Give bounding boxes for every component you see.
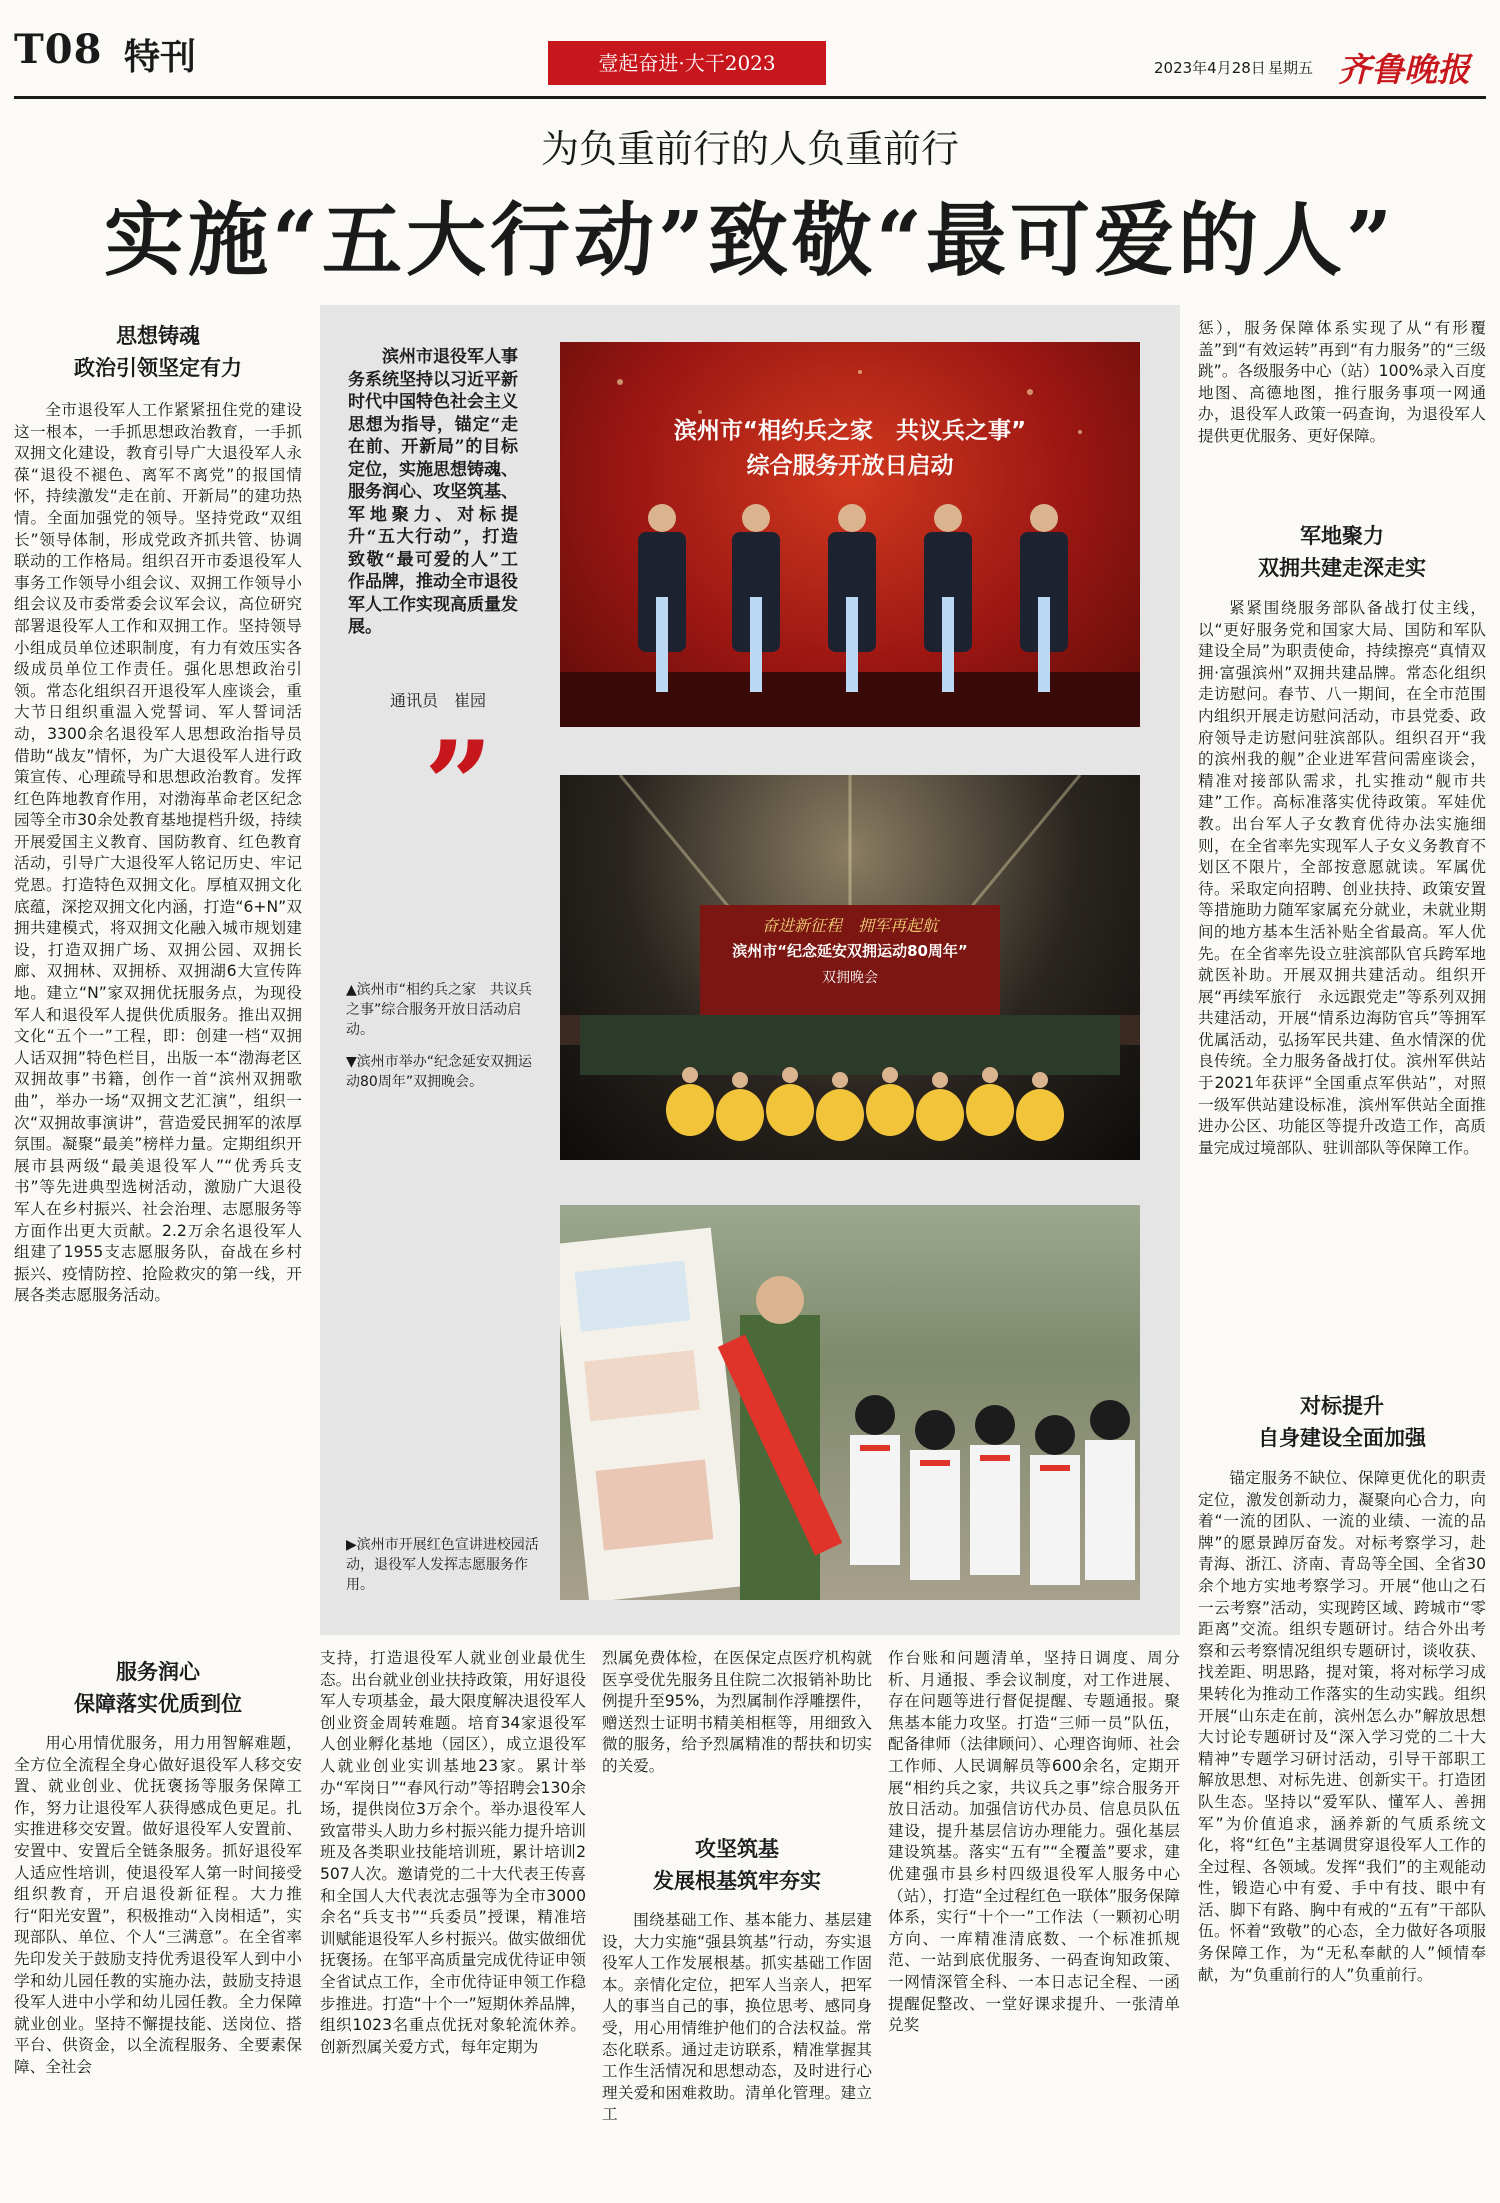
issue-weekday: 星期五 xyxy=(1268,59,1314,77)
section3-paragraph-b: 作台账和问题清单，坚持日调度、周分析、月通报、季会议制度，对工作进展、存在问题等进行督促提醒、专题通报。聚焦基本能力攻坚。打造“三师一员”队伍，配备律师（法律顾问）、心理咨询师、社会工作师、人民调解员等600余名，定期开展“相约兵之家，共议兵之事”综合服务开放日活动。加强信访代办员、信息员队伍建设，提升基层信访办理能力。强化基层建设筑基。落实“五有”“全覆盖”要求，建优建强市县乡村四级退役军人服务中心（站），打造“全过程红色一联体”服务保障体系，实行“十个一”工作法（一颗初心明方向、一库精准清底数、一个标准抓规范、一站到底优服务、一码查询知政策、一网情深管全科、一本日志记全程、一函提醒促整改、一堂好课求提升、一张清单兑奖 xyxy=(888,1649,1180,2035)
section3-paragraph-c: 惩），服务保障体系实现了从“有形覆盖”到“有效运转”再到“有力服务”的“三级跳”。各级服务中心（站）100%录入百度地图、高德地图，推行服务事项一网通办，退役军人政策一码查询，为退役军人提供更优服务、更好保障。 xyxy=(1198,319,1486,445)
newspaper-logo: 齐鲁晚报 xyxy=(1338,50,1470,89)
section1-title-line1: 思想铸魂 xyxy=(116,323,200,348)
section5-title-line1: 对标提升 xyxy=(1300,1393,1384,1418)
ceremony-figure-art xyxy=(560,342,1140,727)
lead-paragraph: 滨州市退役军人事务系统坚持以习近平新时代中国特色社会主义思想为指导，锚定“走在前、开新局”的目标定位，实施思想铸魂、服务润心、攻坚筑基、军地聚力、对标提升“五大行动”，打造致敬“最可爱的人”工作品牌，推动全市退役军人工作实现高质量发展。 xyxy=(348,347,518,637)
header-rule xyxy=(14,96,1486,99)
section2-body-b xyxy=(320,1648,586,2193)
section4-title-line2: 双拥共建走深走实 xyxy=(1258,555,1426,580)
photo2-main-text: 滨州市“纪念延安双拥运动80周年” xyxy=(732,942,968,960)
photo1-line1: 滨州市“相约兵之家 共议兵之事” xyxy=(673,418,1027,444)
photo2-sub-text: 双拥晚会 xyxy=(822,970,878,986)
section3-title-line1: 攻坚筑基 xyxy=(695,1836,779,1861)
section2-paragraph-b: 支持，打造退役军人就业创业最优生态。出台就业创业扶持政策，用好退役军人专项基金，最大限度解决退役军人创业资金周转难题。培育34家退役军人创业孵化基地（园区），成立退役军人就业创业实训基地23家。累计举办“军岗日”“春风行动”等招聘会130余场，提供岗位3万余个。举办退役军人致富带头人助力乡村振兴能力提升培训班及各类职业技能培训班，累计培训2507人次。邀请党的二十大代表王传喜和全国人大代表沈志强等为全市3000余名“兵支书”“兵委员”授课，精准培训赋能退役军人乡村振兴。做实做细优抚褒扬。在邹平高质量完成优待证申领全省试点工作，全市优待证申领工作稳步推进。打造“十个一”短期休养品牌，组织1023名重点优抚对象轮流休养。创新烈属关爱方式，每年定期为 xyxy=(320,1649,586,2056)
section5-body xyxy=(1198,1468,1486,2193)
section4-title xyxy=(1198,520,1486,584)
photo2-top-text: 奋进新征程 拥军再起航 xyxy=(761,916,938,935)
caption-launch: ▲滨州市“相约兵之家 共议兵之事”综合服务开放日活动启动。 xyxy=(346,982,533,1038)
section4-body xyxy=(1198,598,1486,1383)
section1-title-line2: 政治引领坚定有力 xyxy=(74,355,242,380)
section3-title xyxy=(602,1833,872,1897)
section-name: 特刊 xyxy=(124,36,197,78)
section3-title-line2: 发展根基筑牢夯实 xyxy=(653,1868,821,1893)
page-code: T08 xyxy=(14,26,103,73)
section5-paragraph: 锚定服务不缺位、保障更优化的职责定位，激发创新动力，凝聚向心合力，向着“一流的团队、一流的业绩、一流的品牌”的愿景踔厉奋发。对标考察学习，赴青海、浙江、济南、青岛等全国、全省30余个地方实地考察学习。开展“他山之石一云考察”活动，实现跨区域、跨城市“零距离”交流。组织专题研讨。结合外出考察和云考察情况组织专题研讨，谈收获、找差距、明思路，提对策，将对标学习成果转化为推动工作落实的生动实践。组织开展“山东走在前，滨州怎么办”解放思想大讨论专题研讨及“深入学习党的二十大精神”专题学习研讨活动，引导干部职工解放思想、对标先进、创新实干。打造团队生态。坚持以“爱军队、懂军人、善拥军”为价值追求，涵养新的气质系统文化，将“红色”主基调贯穿退役军人工作的全过程、各领域。发挥“我们”的主观能动性，锻造心中有爱、手中有技、眼中有活、脚下有路、胸中有戒的“五有”干部队伍。怀着“致敬”的心态，全力做好各项服务保障工作，为“无私奉献的人”倾情奉献，为“负重前行的人”负重前行。 xyxy=(1198,1469,1486,1984)
section1-body xyxy=(14,400,302,1646)
section1-paragraph: 全市退役军人工作紧紧扭住党的建设这一根本，一手抓思想政治教育，一手抓双拥文化建设，教育引导广大退役军人永葆“退役不褪色、离军不离党”的报国情怀，持续激发“走在前、开新局”的建功热情。全面加强党的领导。坚持党政“双组长”领导体制，形成党政齐抓共管、协调联动的工作格局。组织召开市委退役军人事务工作领导小组会议、双拥工作领导小组会议及市委常委会议军会议，高位研究部署退役军人工作和双拥工作。坚持领导小组成员单位述职制度，有力有效压实各级成员单位工作责任。强化思想政治引领。常态化组织召开退役军人座谈会，重大节日组织重温入党誓词、军人誓词活动，3300余名退役军人思想政治指导员借助“战友”情怀，为广大退役军人进行政策宣传、心理疏导和思想政治教育。发挥红色阵地教育作用，对渤海革命老区纪念园等全市30余处教育基地提档升级，持续开展爱国主义教育、国防教育、红色教育活动，引导广大退役军人铭记历史、牢记党恩。打造特色双拥文化。厚植双拥文化底蕴，深挖双拥文化内涵，打造“6+N”双拥共建模式，将双拥文化融入城市规划建设，打造双拥广场、双拥公园、双拥长廊、双拥林、双拥桥、双拥湖6大宣传阵地。建立“N”家双拥优抚服务点，为现役军人和退役军人提供优质服务。推出双拥文化“五个一”工程，即：创建一档“双拥人话双拥”特色栏目，出版一本“渤海老区双拥故事”书籍，创作一首“滨州双拥歌曲”，举办一场“双拥文艺汇演”，组织一次“双拥故事演讲”，营造爱民拥军的浓厚氛围。凝聚“最美”榜样力量。定期组织开展市县两级“最美退役军人”“优秀兵支书”等先进典型选树活动，激励广大退役军人在乡村振兴、社会治理、志愿服务等方面作出更大贡献。2.2万余名退役军人组建了1955支志愿服务队，奋战在乡村振兴、疫情防控、抢险救灾的第一线，开展各类志愿服务活动。 xyxy=(14,401,302,1305)
caption-gala: ▼滨州市举办“纪念延安双拥运动80周年”双拥晚会。 xyxy=(346,1054,533,1090)
section2-paragraph-a: 用心用情优服务，用力用智解难题，全方位全流程全身心做好退役军人移交安置、就业创业、优抚褒扬等服务保障工作，努力让退役军人获得感成色更足。扎实推进移交安置。做好退役军人安置前、安置中、安置后全链条服务。抓好退役军人适应性培训，使退役军人第一时间接受组织教育，开启退役新征程。大力推行“阳光安置”，积极推动“入岗相适”，实现部队、单位、个人“三满意”。在全省率先印发关于鼓励支持优秀退役军人到中小学和幼儿园任教的实施办法，鼓励支持退役军人进中小学和幼儿园任教。全力保障就业创业。坚持不懈提技能、送岗位、搭平台、供资金，以全流程服务、全要素保障、全社会 xyxy=(14,1734,302,2076)
section3-paragraph-a: 围绕基础工作、基本能力、基层建设，大力实施“强县筑基”行动，夯实退役军人工作发展根基。抓实基础工作固本。亲情化定位，把军人当亲人，把军人的事当自己的事，换位思考、感同身受，用心用情维护他们的合法权益。常态化联系。通过走访联系，精准掌握其工作生活情况和思想动态，及时进行心理关爱和困难救助。清单化管理。建立工 xyxy=(602,1911,872,2124)
section2-title-line1: 服务润心 xyxy=(116,1659,200,1684)
section3-body-b xyxy=(888,1648,1180,2193)
section4-paragraph: 紧紧围绕服务部队备战打仗主线，以“更好服务党和国家大局、国防和军队建设全局”为职责使命，持续擦亮“真情双拥·富强滨州”双拥共建品牌。常态化组织走访慰问。春节、八一期间，在全市范围内组织开展走访慰问活动，市县党委、政府领导走访慰问驻滨部队。组织召开“我的滨州我的舰”企业进军营问需座谈会，精准对接部队需求，扎实推动“舰市共建”工作。高标准落实优待政策。军娃优教。出台军人子女教育优待办法实施细则，在全省率先实现军人子女义务教育不划区不限片，全部按意愿就读。军属优待。采取定向招聘、创业扶持、政策安置等措施助力随军家属充分就业，未就业期间的地方基本生活补贴全省最高。军人优先。在全省率先设立驻滨部队官兵跨军地就医补助。开展双拥共建活动。组织开展“再续军旅行 永远跟党走”等系列双拥共建活动，开展“情系边海防官兵”等拥军优属活动，弘扬军民共建、鱼水情深的优良传统。全力服务备战打仗。滨州军供站于2021年获评“全国重点军供站”，对照一级军供站建设标准，滨州军供站全面推进办公区、功能区等提升改造工作，高质量完成过境部队、驻训部队等保障工作。 xyxy=(1198,599,1486,1157)
section2-body-c xyxy=(602,1648,872,1818)
photo-school-visit xyxy=(560,1205,1140,1600)
photo-launch-ceremony xyxy=(560,342,1140,727)
photo1-line2: 综合服务开放日启动 xyxy=(746,453,954,479)
section2-paragraph-c: 烈属免费体检，在医保定点医疗机构就医享受优先服务且住院二次报销补助比例提升至95%，为烈属制作浮雕摆件，赠送烈士证明书精美相框等，用细致入微的服务，给予烈属精准的帮扶和切实的关爱。 xyxy=(602,1649,872,1775)
section3-body-a xyxy=(602,1910,872,2194)
photo-gala-stage xyxy=(560,775,1140,1160)
quote-mark: ” xyxy=(424,715,494,856)
section5-title xyxy=(1198,1390,1486,1454)
main-headline: 实施“五大行动”致敬“最可爱的人” xyxy=(103,193,1397,287)
section2-body-a xyxy=(14,1733,302,2188)
issue-date: 2023年4月28日 xyxy=(1154,59,1266,77)
school-visit-art xyxy=(560,1205,1140,1600)
section4-title-line1: 军地聚力 xyxy=(1300,523,1384,548)
section1-title xyxy=(14,320,302,384)
section2-title-line2: 保障落实优质到位 xyxy=(74,1691,242,1716)
section3-body-c xyxy=(1198,318,1486,513)
top-banner: 壹起奋进·大干2023 xyxy=(548,41,826,85)
byline: 通讯员 崔园 xyxy=(390,691,487,710)
kicker-headline: 为负重前行的人负重前行 xyxy=(540,127,959,171)
section2-title xyxy=(14,1656,302,1720)
caption-school: ▶滨州市开展红色宣讲进校园活动，退役军人发挥志愿服务作用。 xyxy=(346,1537,539,1593)
section5-title-line2: 自身建设全面加强 xyxy=(1258,1425,1426,1450)
